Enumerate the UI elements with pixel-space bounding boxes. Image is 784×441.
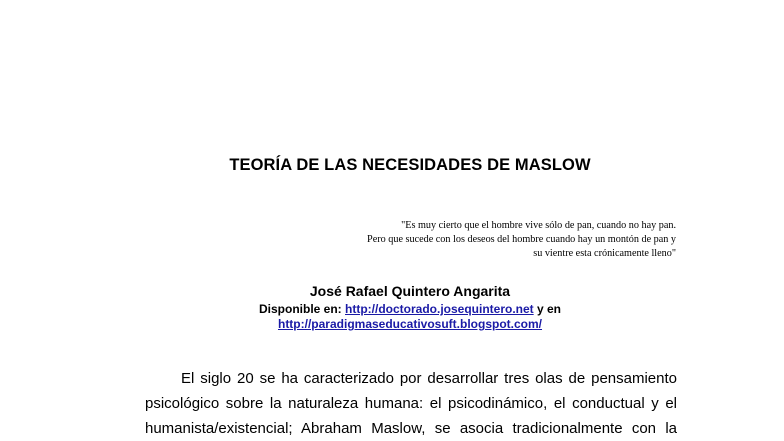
body-line-1: El siglo 20 se ha caracterizado por desarrollar tres olas de pensamiento	[181, 370, 677, 387]
epigraph-quote	[296, 219, 676, 261]
epigraph-line-3: su vientre esta crónicamente lleno"	[533, 248, 676, 259]
body-paragraph	[145, 366, 677, 441]
body-line-2: psicológico sobre la naturaleza humana: el psicodinámico, el conductual y el	[145, 395, 677, 412]
available-mid: y en	[533, 302, 562, 316]
body-line-3: humanista/existencial; Abraham Maslow, se asocia tradicionalmente con la	[145, 420, 677, 437]
availability-info	[0, 302, 784, 332]
epigraph-line-1: "Es muy cierto que el hombre vive sólo de pan, cuando no hay pan.	[401, 220, 676, 231]
blog-link[interactable]: http://paradigmaseducativosuft.blogspot.com/	[277, 317, 543, 331]
document-title: TEORÍA DE LAS NECESIDADES DE MASLOW	[229, 156, 591, 174]
epigraph-line-2: Pero que sucede con los deseos del hombre cuando hay un montón de pan y	[367, 234, 676, 245]
doctorado-link[interactable]: http://doctorado.josequintero.net	[345, 302, 534, 316]
available-prefix: Disponible en:	[258, 302, 345, 316]
author-name: José Rafael Quintero Angarita	[309, 283, 511, 299]
